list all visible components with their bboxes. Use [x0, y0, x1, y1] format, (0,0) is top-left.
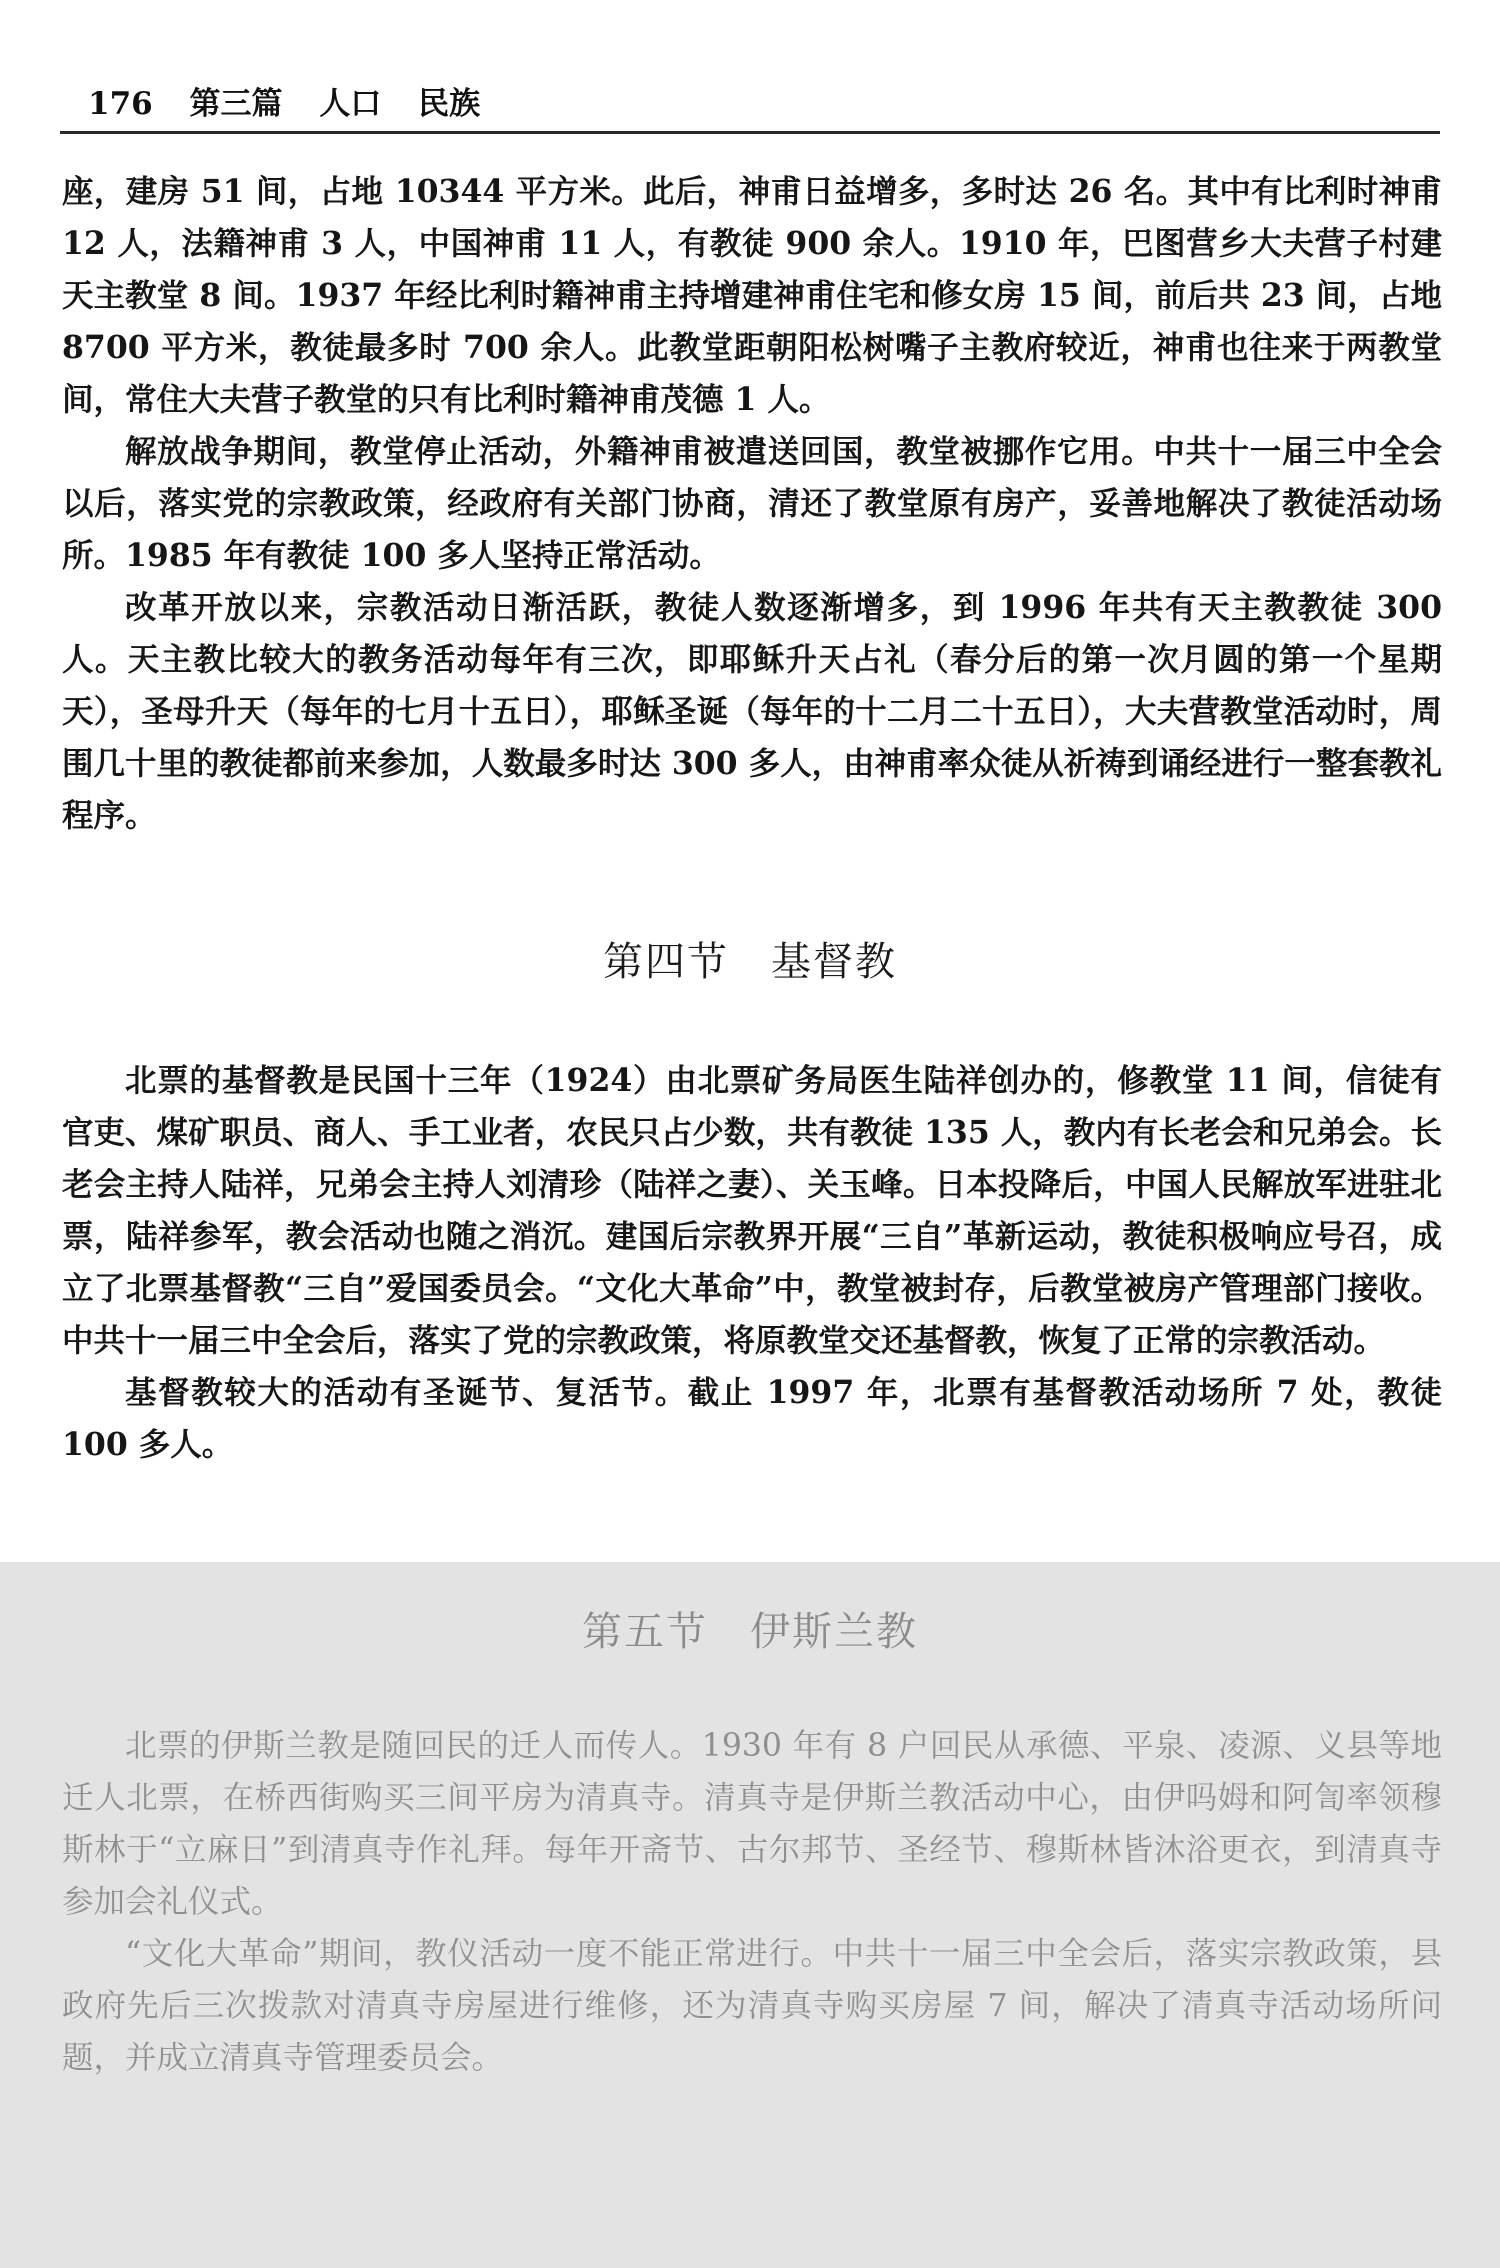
section-title: 第四节 基督教: [603, 939, 897, 985]
part-subtitle: 民族: [418, 86, 481, 122]
faded-region: [0, 1562, 1500, 2268]
part-title: 人口: [319, 86, 382, 122]
section-title: 第五节 伊斯兰教: [582, 1609, 918, 1655]
christianity-section: [62, 1055, 1442, 1471]
running-head: [88, 78, 506, 123]
paragraph: 改革开放以来，宗教活动日渐活跃，教徒人数逐渐增多，到 1996 年共有天主教教徒 300 人。天主教比较大的教务活动每年有三次，即耶稣升天占礼（春分后的第一次月圆的第一个星期天），圣母升天（每年的七月十五日），耶稣圣诞（每年的十二月二十五日），大夫营教堂活动时，周围几十里的教徒都前来参加，人数最多时达 300 多人，由神甫率众徒从祈祷到诵经进行一整套教礼程序。: [62, 589, 1442, 834]
part-label: 第三篇: [189, 86, 283, 122]
paragraph: 座，建房 51 间，占地 10344 平方米。此后，神甫日益增多，多时达 26 名。其中有比利时神甫 12 人，法籍神甫 3 人，中国神甫 11 人，有教徒 900 余人。1910 年，巴图营乡大夫营子村建天主教堂 8 间。1937 年经比利时籍神甫主持增建神甫住宅和修女房 15 间，前后共 23 间，占地 8700 平方米，教徒最多时 700 余人。此教堂距朝阳松树嘴子主教府较近，神甫也往来于两教堂间，常住大夫营子教堂的只有比利时籍神甫茂德 1 人。: [62, 173, 1442, 418]
paragraph: 北票的基督教是民国十三年（1924）由北票矿务局医生陆祥创办的，修教堂 11 间，信徒有官吏、煤矿职员、商人、手工业者，农民只占少数，共有教徒 135 人，教内有长老会和兄弟会。长老会主持人陆祥，兄弟会主持人刘清珍（陆祥之妻）、关玉峰。日本投降后，中国人民解放军进驻北票，陆祥参军，教会活动也随之消沉。建国后宗教界开展“三自”革新运动，教徒积极响应号召，成立了北票基督教“三自”爱国委员会。“文化大革命”中，教堂被封存，后教堂被房产管理部门接收。中共十一届三中全会后，落实了党的宗教政策，将原教堂交还基督教，恢复了正常的宗教活动。: [62, 1062, 1442, 1359]
header-rule: [60, 131, 1440, 134]
page-number: 176: [88, 86, 153, 122]
paragraph: “文化大革命”期间，教仪活动一度不能正常进行。中共十一届三中全会后，落实宗教政策，县政府先后三次拨款对清真寺房屋进行维修，还为清真寺购买房屋 7 间，解决了清真寺活动场所问题，并成立清真寺管理委员会。: [62, 1936, 1442, 2076]
paragraph: 北票的伊斯兰教是随回民的迁人而传人。1930 年有 8 户回民从承德、平泉、凌源、义县等地迁人北票，在桥西街购买三间平房为清真寺。清真寺是伊斯兰教活动中心，由伊吗姆和阿訇率领穆斯林于“立麻日”到清真寺作礼拜。每年开斋节、古尔邦节、圣经节、穆斯林皆沐浴更衣，到清真寺参加会礼仪式。: [62, 1728, 1442, 1920]
islam-section: [62, 1720, 1442, 2084]
paragraph: 基督教较大的活动有圣诞节、复活节。截止 1997 年，北票有基督教活动场所 7 处，教徒 100 多人。: [62, 1374, 1442, 1463]
paragraph: 解放战争期间，教堂停止活动，外籍神甫被遣送回国，教堂被挪作它用。中共十一届三中全会以后，落实党的宗教政策，经政府有关部门协商，清还了教堂原有房产，妥善地解决了教徒活动场所。1985 年有教徒 100 多人坚持正常活动。: [62, 433, 1442, 574]
catholic-section-continued: [62, 166, 1442, 842]
